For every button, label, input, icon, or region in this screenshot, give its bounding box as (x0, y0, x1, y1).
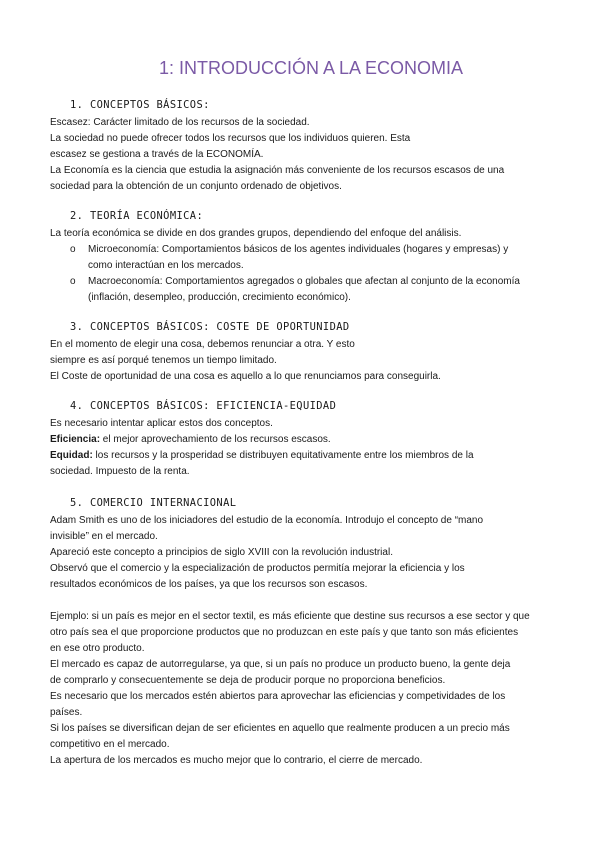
paragraph-line: sociedad. Impuesto de la renta. (50, 466, 190, 477)
paragraph-line: otro país sea el que proporcione productos que no produzcan en este país y que tanto son más eficientes (50, 627, 519, 638)
paragraph-line: El Coste de oportunidad de una cosa es aquello a lo que renunciamos para conseguirla. (50, 371, 441, 382)
bullet-icon: o (70, 276, 76, 287)
paragraph-line: Es necesario intentar aplicar estos dos conceptos. (50, 418, 273, 429)
paragraph-line: La teoría económica se divide en dos grandes grupos, dependiendo del enfoque del análisis. (50, 228, 462, 239)
paragraph-line: escasez se gestiona a través de la ECONOMÍA. (50, 149, 264, 160)
paragraph-line: El mercado es capaz de autorregularse, ya que, si un país no produce un producto bueno, la gente deja (50, 659, 511, 670)
paragraph-line: Adam Smith es uno de los iniciadores del estudio de la economía. Introdujo el concepto de “mano (50, 515, 484, 526)
page-title: 1: INTRODUCCIÓN A LA ECONOMIA (158, 58, 464, 78)
section-eficiencia-equidad (50, 399, 548, 480)
paragraph-line (50, 432, 548, 448)
paragraph-line: Ejemplo: si un país es mejor en el sector textil, es más eficiente que destine sus recursos a ese sector y que (50, 611, 530, 622)
bullet-list (50, 242, 548, 306)
term-label: Equidad: (50, 450, 93, 461)
section-conceptos-basicos (50, 98, 548, 195)
paragraph-line: Observó que el comercio y la especialización de productos permitía mejorar la eficiencia y los (50, 563, 465, 574)
term-definition: el mejor aprovechamiento de los recursos escasos. (100, 434, 331, 445)
section-heading: 1. CONCEPTOS BÁSICOS: (70, 99, 210, 111)
paragraph-line: en ese otro producto. (50, 643, 145, 654)
paragraph-line: Es necesario que los mercados estén abiertos para aprovechar las eficiencias y competividades de los (50, 691, 506, 702)
list-item-line: (inflación, desempleo, producción, crecimiento económico). (88, 292, 351, 303)
paragraph-line: invisible” en el mercado. (50, 531, 158, 542)
paragraph-line: competitivo en el mercado. (50, 739, 170, 750)
paragraph-line: de comprarlo y consecuentemente se deja de producir porque no proporciona beneficios. (50, 675, 446, 686)
section-teoria-economica (50, 209, 548, 306)
paragraph-line: resultados económicos de los países, ya que los recursos son escasos. (50, 579, 368, 590)
section-heading: 5. COMERCIO INTERNACIONAL (70, 497, 237, 509)
list-item-line: como interactúan en los mercados. (88, 260, 244, 271)
paragraph-line: En el momento de elegir una cosa, debemos renunciar a otra. Y esto (50, 339, 355, 350)
paragraph-line: sociedad para la obtención de un conjunto ordenado de objetivos. (50, 181, 342, 192)
paragraph-line: La sociedad no puede ofrecer todos los recursos que los individuos quieren. Esta (50, 133, 411, 144)
list-item-line: Microeconomía: Comportamientos básicos de los agentes individuales (hogares y empresas) y (88, 244, 509, 255)
section-heading: 4. CONCEPTOS BÁSICOS: EFICIENCIA-EQUIDAD (70, 400, 337, 412)
paragraph-line: Si los países se diversifican dejan de ser eficientes en aquello que realmente producen a un precio más (50, 723, 510, 734)
list-item (70, 242, 548, 274)
paragraph-gap (50, 593, 548, 609)
list-item (70, 274, 548, 306)
section-coste-oportunidad (50, 320, 548, 385)
paragraph-line: La Economía es la ciencia que estudia la asignación más conveniente de los recursos escasos de una (50, 165, 505, 176)
term-definition: los recursos y la prosperidad se distribuyen equitativamente entre los miembros de la (92, 450, 474, 461)
list-item-line: Macroeconomía: Comportamientos agregados o globales que afectan al conjunto de la economía (88, 276, 520, 287)
term-label: Eficiencia: (50, 434, 101, 445)
section-comercio-internacional (50, 496, 548, 769)
section-heading: 3. CONCEPTOS BÁSICOS: COSTE DE OPORTUNIDAD (70, 321, 350, 333)
section-heading: 2. TEORÍA ECONÓMICA: (70, 210, 204, 222)
paragraph-line: La apertura de los mercados es mucho mejor que lo contrario, el cierre de mercado. (50, 755, 423, 766)
paragraph-line: países. (50, 707, 83, 718)
bullet-icon: o (70, 244, 76, 255)
paragraph-line: Apareció este concepto a principios de siglo XVIII con la revolución industrial. (50, 547, 393, 558)
paragraph-line (50, 448, 548, 464)
paragraph-line: Escasez: Carácter limitado de los recursos de la sociedad. (50, 117, 310, 128)
paragraph-line: siempre es así porqué tenemos un tiempo limitado. (50, 355, 277, 366)
